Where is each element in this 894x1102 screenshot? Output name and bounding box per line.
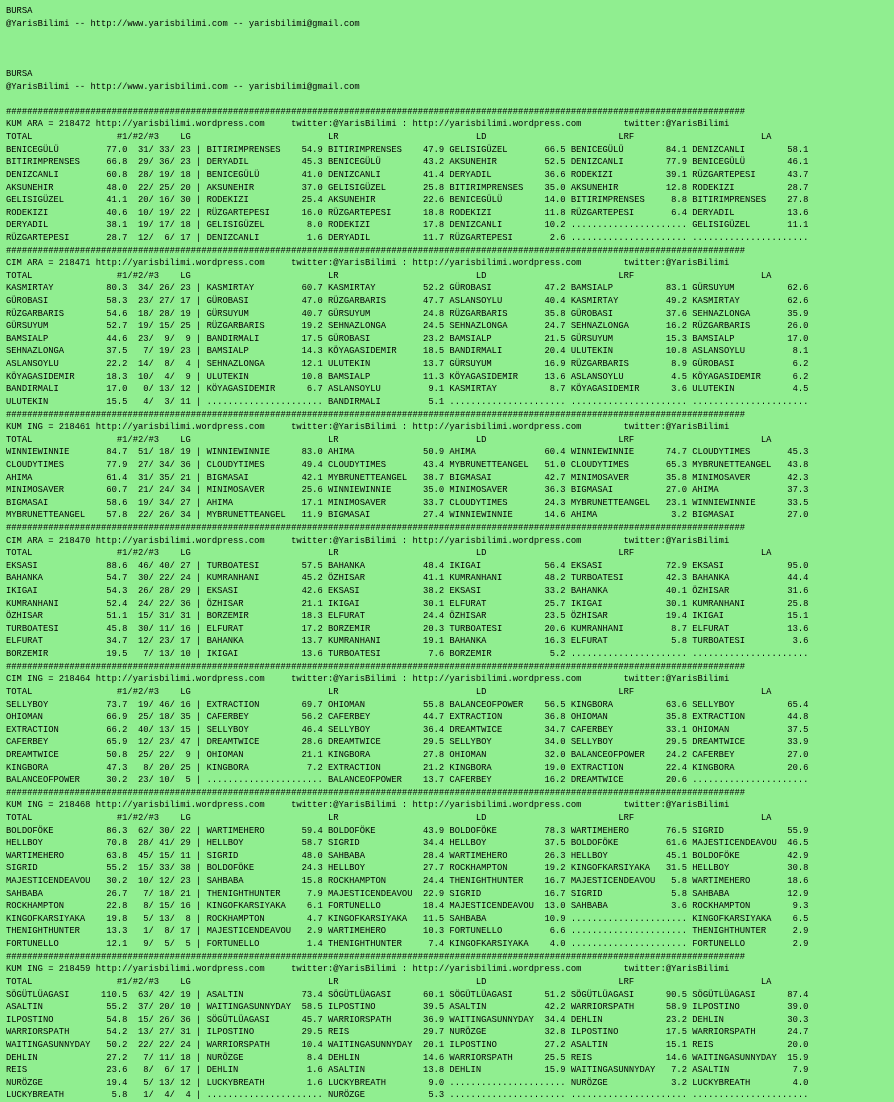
text-line: IKIGAI 54.3 26/ 28/ 29 | EKSASI 42.6 EKSASI 38.2 EKSASI 33.2 BAHANKA 40.1 ÖZHISAR 31.6 [6,586,809,597]
text-line: KÖYAGASIDEMIR 18.3 10/ 4/ 9 | ULUTEKIN 10.8 BAMSIALP 11.3 KÖYAGASIDEMIR 13.6 ASLANSOYLU 4.5 KÖYAGASIDEMIR 6.2 [6,371,809,382]
text-line: SÖGÜTLÜAGASI 110.5 63/ 42/ 19 | ASALTIN 73.4 SÖGÜTLÜAGASI 60.1 SÖGÜTLÜAGASI 51.2 SÖGÜTLÜAGASI 90.5 SÖGÜTLÜAGASI 87.4 [6,989,809,1000]
separator-line: ############################################################################################################################################ [6,409,746,420]
text-line: ASLANSOYLU 22.2 14/ 8/ 4 | SEHNAZLONGA 12.1 ULUTEKIN 13.7 GÜRSUYUM 16.9 RÜZGARBARIS 8.9 GÜROBASI 6.2 [6,359,809,370]
text-line: RÜZGARTEPESI 28.7 12/ 6/ 17 | DENIZCANLI 1.6 DERYADIL 11.7 RÜZGARTEPESI 2.6 ...................... ...................... [6,232,809,243]
text-line: WAITINGASUNNYDAY 50.2 22/ 22/ 24 | WARRIORSPATH 10.4 WAITINGASUNNYDAY 20.1 ILPOSTINO 27.2 ASALTIN 15.1 REIS 20.0 [6,1039,809,1050]
text-line: SELLYBOY 73.7 19/ 46/ 16 | EXTRACTION 69.7 OHIOMAN 55.8 BALANCEOFPOWER 56.5 KINGBORA 63.6 SELLYBOY 65.4 [6,699,809,710]
text-line: GÜRSUYUM 52.7 19/ 15/ 25 | RÜZGARBARIS 19.2 SEHNAZLONGA 24.5 SEHNAZLONGA 24.7 SEHNAZLONGA 16.2 RÜZGARBARIS 26.0 [6,321,809,332]
text-line: AKSUNEHIR 48.0 22/ 25/ 20 | AKSUNEHIR 37.0 GELISIGÜZEL 25.8 BITIRIMPRENSES 35.0 AKSUNEHIR 12.8 RODEKIZI 28.7 [6,182,809,193]
text-line: KINGBORA 47.3 8/ 20/ 25 | KINGBORA 7.2 EXTRACTION 21.2 KINGBORA 19.0 EXTRACTION 22.4 KINGBORA 20.6 [6,762,809,773]
race-header-line: KUM ING = 218459 http://yarisbilimi.wordpress.com twitter:@YarisBilimi : http://yarisbilimi.wordpress.com twitter:@YarisBilimi [6,964,730,975]
text-line: BOLDOFÖKE 86.3 62/ 30/ 22 | WARTIMEHERO 59.4 BOLDOFÖKE 43.9 BOLDOFÖKE 78.3 WARTIMEHERO 76.5 SIGRID 55.9 [6,825,809,836]
text-line: ROCKHAMPTON 22.8 8/ 15/ 16 | KINGOFKARSIYAKA 6.1 FORTUNELLO 18.4 MAJESTICENDEAVOU 13.0 SAHBABA 3.6 ROCKHAMPTON 9.3 [6,901,809,912]
text-line: RÜZGARBARIS 54.6 18/ 28/ 19 | GÜRSUYUM 40.7 GÜRSUYUM 24.8 RÜZGARBARIS 35.8 GÜROBASI 37.6 SEHNAZLONGA 35.9 [6,308,809,319]
text-line: WARRIORSPATH 54.2 13/ 27/ 31 | ILPOSTINO 29.5 REIS 29.7 NURÖZGE 32.8 ILPOSTINO 17.5 WARRIORSPATH 24.7 [6,1027,809,1038]
text-line: BURSA [6,6,33,16]
column-header-line: TOTAL #1/#2/#3 LG LR LD LRF LA [6,132,772,143]
race-header-line: KUM ARA = 218472 http://yarisbilimi.wordpress.com twitter:@YarisBilimi : http://yarisbilimi.wordpress.com twitter:@YarisBilimi [6,119,730,130]
race-header-line: KUM ING = 218461 http://yarisbilimi.wordpress.com twitter:@YarisBilimi : http://yarisbilimi.wordpress.com twitter:@YarisBilimi [6,422,730,433]
text-line: WARTIMEHERO 63.8 45/ 15/ 11 | SIGRID 48.0 SAHBABA 28.4 WARTIMEHERO 26.3 HELLBOY 45.1 BOLDOFÖKE 42.9 [6,850,809,861]
blank-line [6,93,894,106]
race-header-line: CIM ING = 218464 http://yarisbilimi.wordpress.com twitter:@YarisBilimi : http://yarisbilimi.wordpress.com twitter:@YarisBilimi [6,674,730,685]
text-line: FORTUNELLO 12.1 9/ 5/ 5 | FORTUNELLO 1.4 THENIGHTHUNTER 7.4 KINGOFKARSIYAKA 4.0 ...................... FORTUNELLO 2.9 [6,939,809,950]
text-line: GELISIGÜZEL 41.1 20/ 16/ 30 | RODEKIZI 25.4 AKSUNEHIR 22.6 BENICEGÜLÜ 14.0 BITIRIMPRENSES 8.8 BITIRIMPRENSES 27.8 [6,195,809,206]
text-line: ÖZHISAR 51.1 15/ 31/ 31 | BORZEMIR 18.3 ELFURAT 24.4 ÖZHISAR 23.5 ÖZHISAR 19.4 IKIGAI 15.1 [6,611,809,622]
text-line: DEHLIN 27.2 7/ 11/ 18 | NURÖZGE 8.4 DEHLIN 14.6 WARRIORSPATH 25.5 REIS 14.6 WAITINGASUNNYDAY 15.9 [6,1052,809,1063]
text-line: REIS 23.6 8/ 6/ 17 | DEHLIN 1.6 ASALTIN 13.8 DEHLIN 15.9 WAITINGASUNNYDAY 7.2 ASALTIN 7.9 [6,1065,809,1076]
text-line: ASALTIN 55.2 37/ 20/ 10 | WAITINGASUNNYDAY 58.5 ILPOSTINO 39.5 ASALTIN 42.2 WARRIORSPATH 58.9 ILPOSTINO 39.0 [6,1002,809,1013]
column-header-line: TOTAL #1/#2/#3 LG LR LD LRF LA [6,270,772,281]
text-line: BITIRIMPRENSES 66.8 29/ 36/ 23 | DERYADIL 45.3 BENICEGÜLÜ 43.2 AKSUNEHIR 52.5 DENIZCANLI 77.9 BENICEGÜLÜ 46.1 [6,157,809,168]
text-line: RODEKIZI 40.6 10/ 19/ 22 | RÜZGARTEPESI 16.0 RÜZGARTEPESI 18.8 RODEKIZI 11.8 RÜZGARTEPESI 6.4 DERYADIL 13.6 [6,207,809,218]
text-line: CLOUDYTIMES 77.9 27/ 34/ 36 | CLOUDYTIMES 49.4 CLOUDYTIMES 43.4 MYBRUNETTEANGEL 51.0 CLOUDYTIMES 65.3 MYBRUNETTEANGEL 43.8 [6,459,809,470]
column-header-line: TOTAL #1/#2/#3 LG LR LD LRF LA [6,976,772,987]
text-line: CAFERBEY 65.9 12/ 23/ 47 | DREAMTWICE 28.6 DREAMTWICE 29.5 SELLYBOY 34.0 SELLYBOY 29.5 DREAMTWICE 33.9 [6,737,809,748]
text-line: BALANCEOFPOWER 30.2 23/ 10/ 5 | ...................... BALANCEOFPOWER 13.7 CAFERBEY 16.2 DREAMTWICE 20.6 ...................... [6,775,809,786]
race-header-line: KUM ING = 218468 http://yarisbilimi.wordpress.com twitter:@YarisBilimi : http://yarisbilimi.wordpress.com twitter:@YarisBilimi [6,800,730,811]
text-line: BURSA [6,69,33,80]
text-line: LUCKYBREATH 5.8 1/ 4/ 4 | ...................... NURÖZGE 5.3 ...................... ...................... ...................... [6,1090,809,1101]
text-line: NURÖZGE 19.4 5/ 13/ 12 | LUCKYBREATH 1.6 LUCKYBREATH 9.0 ...................... NURÖZGE 3.2 LUCKYBREATH 4.0 [6,1077,809,1088]
text-line: TURBOATESI 45.8 30/ 11/ 16 | ELFURAT 17.2 BORZEMIR 20.3 TURBOATESI 20.6 KUMRANHANI 8.7 ELFURAT 13.6 [6,623,809,634]
text-line: SIGRID 55.2 15/ 33/ 38 | BOLDOFÖKE 24.3 HELLBOY 27.7 ROCKHAMPTON 19.2 KINGOFKARSIYAKA 31.5 HELLBOY 30.8 [6,863,809,874]
column-header-line: TOTAL #1/#2/#3 LG LR LD LRF LA [6,686,772,697]
text-line: AHIMA 61.4 31/ 35/ 21 | BIGMASAI 42.1 MYBRUNETTEANGEL 38.7 BIGMASAI 42.7 MINIMOSAVER 35.8 MINIMOSAVER 42.3 [6,472,809,483]
text-line: MYBRUNETTEANGEL 57.8 22/ 26/ 34 | MYBRUNETTEANGEL 11.9 BIGMASAI 27.4 WINNIEWINNIE 14.6 AHIMA 3.2 BIGMASAI 27.0 [6,510,809,521]
text-line: KASMIRTAY 80.3 34/ 26/ 23 | KASMIRTAY 60.7 KASMIRTAY 52.2 GÜROBASI 47.2 BAMSIALP 83.1 GÜRSUYUM 62.6 [6,283,809,294]
text-line: DENIZCANLI 60.8 28/ 19/ 18 | BENICEGÜLÜ 41.0 DENIZCANLI 41.4 DERYADIL 36.6 RODEKIZI 39.1 RÜZGARTEPESI 43.7 [6,169,809,180]
text-line: DERYADIL 38.1 19/ 17/ 18 | GELISIGÜZEL 8.0 RODEKIZI 17.8 DENIZCANLI 10.2 ...................... GELISIGÜZEL 11.1 [6,220,809,231]
blank-line [6,55,894,68]
column-header-line: TOTAL #1/#2/#3 LG LR LD LRF LA [6,813,772,823]
text-line: MAJESTICENDEAVOU 30.2 10/ 12/ 23 | SAHBABA 15.8 ROCKHAMPTON 24.4 THENIGHTHUNTER 16.7 MAJESTICENDEAVOU 5.8 WARTIMEHERO 18.6 [6,876,809,887]
text-line: WINNIEWINNIE 84.7 51/ 18/ 19 | WINNIEWINNIE 83.0 AHIMA 50.9 AHIMA 60.4 WINNIEWINNIE 74.7 CLOUDYTIMES 45.3 [6,447,809,458]
separator-line: ############################################################################################################################################ [6,522,746,533]
text-line: KINGOFKARSIYAKA 19.8 5/ 13/ 8 | ROCKHAMPTON 4.7 KINGOFKARSIYAKA 11.5 SAHBABA 10.9 ...................... KINGOFKARSIYAKA 6.5 [6,913,809,924]
text-line: OHIOMAN 66.9 25/ 18/ 35 | CAFERBEY 56.2 CAFERBEY 44.7 EXTRACTION 36.8 OHIOMAN 35.8 EXTRACTION 44.8 [6,712,809,723]
text-line: BORZEMIR 19.5 7/ 13/ 10 | IKIGAI 13.6 TURBOATESI 7.6 BORZEMIR 5.2 ...................... ...................... [6,649,809,660]
separator-line: ############################################################################################################################################ [6,106,746,117]
text-line: THENIGHTHUNTER 13.3 1/ 8/ 17 | MAJESTICENDEAVOU 2.9 WARTIMEHERO 10.3 FORTUNELLO 6.6 ...................... THENIGHTHUNTER 2.9 [6,926,809,937]
blank-line [6,30,894,43]
text-line: HELLBOY 70.8 28/ 41/ 29 | HELLBOY 58.7 SIGRID 34.4 HELLBOY 37.5 BOLDOFÖKE 61.6 MAJESTICENDEAVOU 46.5 [6,838,809,849]
separator-line: ############################################################################################################################################ [6,661,746,672]
text-line: BIGMASAI 58.6 19/ 34/ 27 | AHIMA 17.1 MINIMOSAVER 33.7 CLOUDYTIMES 24.3 MYBRUNETTEANGEL 23.1 WINNIEWINNIE 33.5 [6,497,809,508]
text-line: EXTRACTION 66.2 40/ 13/ 15 | SELLYBOY 46.4 SELLYBOY 36.4 DREAMTWICE 34.7 CAFERBEY 33.1 OHIOMAN 37.5 [6,724,809,735]
text-line: MINIMOSAVER 60.7 21/ 24/ 34 | MINIMOSAVER 25.6 WINNIEWINNIE 35.0 MINIMOSAVER 36.3 BIGMASAI 27.0 AHIMA 37.3 [6,485,809,496]
text-line: KUMRANHANI 52.4 24/ 22/ 36 | ÖZHISAR 21.1 IKIGAI 30.1 ELFURAT 25.7 IKIGAI 30.1 KUMRANHANI 25.8 [6,598,809,609]
text-line: DREAMTWICE 50.8 25/ 22/ 9 | OHIOMAN 21.1 KINGBORA 27.8 OHIOMAN 32.0 BALANCEOFPOWER 24.2 CAFERBEY 27.0 [6,749,809,760]
text-line: GÜROBASI 58.3 23/ 27/ 17 | GÜROBASI 47.0 RÜZGARBARIS 47.7 ASLANSOYLU 40.4 KASMIRTAY 49.2 KASMIRTAY 62.6 [6,296,809,307]
column-header-line: TOTAL #1/#2/#3 LG LR LD LRF LA [6,548,772,559]
text-line: ILPOSTINO 54.8 15/ 26/ 36 | SÖGÜTLÜAGASI 45.7 WARRIORSPATH 36.9 WAITINGASUNNYDAY 34.4 DEHLIN 23.2 DEHLIN 30.3 [6,1014,809,1025]
text-line: @YarisBilimi -- http://www.yarisbilimi.com -- yarisbilimi@gmail.com [6,18,360,29]
separator-line: ############################################################################################################################################ [6,951,746,962]
race-header-line: CIM ARA = 218470 http://yarisbilimi.wordpress.com twitter:@YarisBilimi : http://yarisbilimi.wordpress.com twitter:@YarisBilimi [6,535,730,546]
text-line: SEHNAZLONGA 37.5 7/ 19/ 23 | BAMSIALP 14.3 KÖYAGASIDEMIR 18.5 BANDIRMALI 20.4 ULUTEKIN 10.8 ASLANSOYLU 8.1 [6,346,809,357]
text-line: BANDIRMALI 17.0 0/ 13/ 12 | KÖYAGASIDEMIR 6.7 ASLANSOYLU 9.1 KASMIRTAY 8.7 KÖYAGASIDEMIR 3.6 ULUTEKIN 4.5 [6,384,809,395]
text-line: ELFURAT 34.7 12/ 23/ 17 | BAHANKA 13.7 KUMRANHANI 19.1 BAHANKA 16.3 ELFURAT 5.8 TURBOATESI 3.6 [6,636,809,647]
text-line: BAMSIALP 44.6 23/ 9/ 9 | BANDIRMALI 17.5 GÜROBASI 23.2 BAMSIALP 21.5 GÜRSUYUM 15.3 BAMSIALP 17.0 [6,333,809,344]
text-line: @YarisBilimi -- http://www.yarisbilimi.com -- yarisbilimi@gmail.com [6,81,360,92]
column-header-line: TOTAL #1/#2/#3 LG LR LD LRF LA [6,434,772,445]
separator-line: ############################################################################################################################################ [6,787,746,798]
text-line: BENICEGÜLÜ 77.0 31/ 33/ 23 | BITIRIMPRENSES 54.9 BITIRIMPRENSES 47.9 GELISIGÜZEL 66.5 BENICEGÜLÜ 84.1 DENIZCANLI 58.1 [6,144,809,155]
text-line: SAHBABA 26.7 7/ 18/ 21 | THENIGHTHUNTER 7.9 MAJESTICENDEAVOU 22.9 SIGRID 16.7 SIGRID 5.8 SAHBABA 12.9 [6,888,809,899]
separator-line: ############################################################################################################################################ [6,245,746,256]
text-line: EKSASI 88.6 46/ 40/ 27 | TURBOATESI 57.5 BAHANKA 48.4 IKIGAI 56.4 EKSASI 72.9 EKSASI 95.0 [6,560,809,571]
text-line: ULUTEKIN 15.5 4/ 3/ 11 | ...................... BANDIRMALI 5.1 ...................... ...................... ...................... [6,396,809,407]
race-header-line: CIM ARA = 218471 http://yarisbilimi.wordpress.com twitter:@YarisBilimi : http://yarisbilimi.wordpress.com twitter:@YarisBilimi [6,258,730,269]
text-line: BAHANKA 54.7 30/ 22/ 24 | KUMRANHANI 45.2 ÖZHISAR 41.1 KUMRANHANI 48.2 TURBOATESI 42.3 BAHANKA 44.4 [6,573,809,584]
blank-line [6,43,894,56]
